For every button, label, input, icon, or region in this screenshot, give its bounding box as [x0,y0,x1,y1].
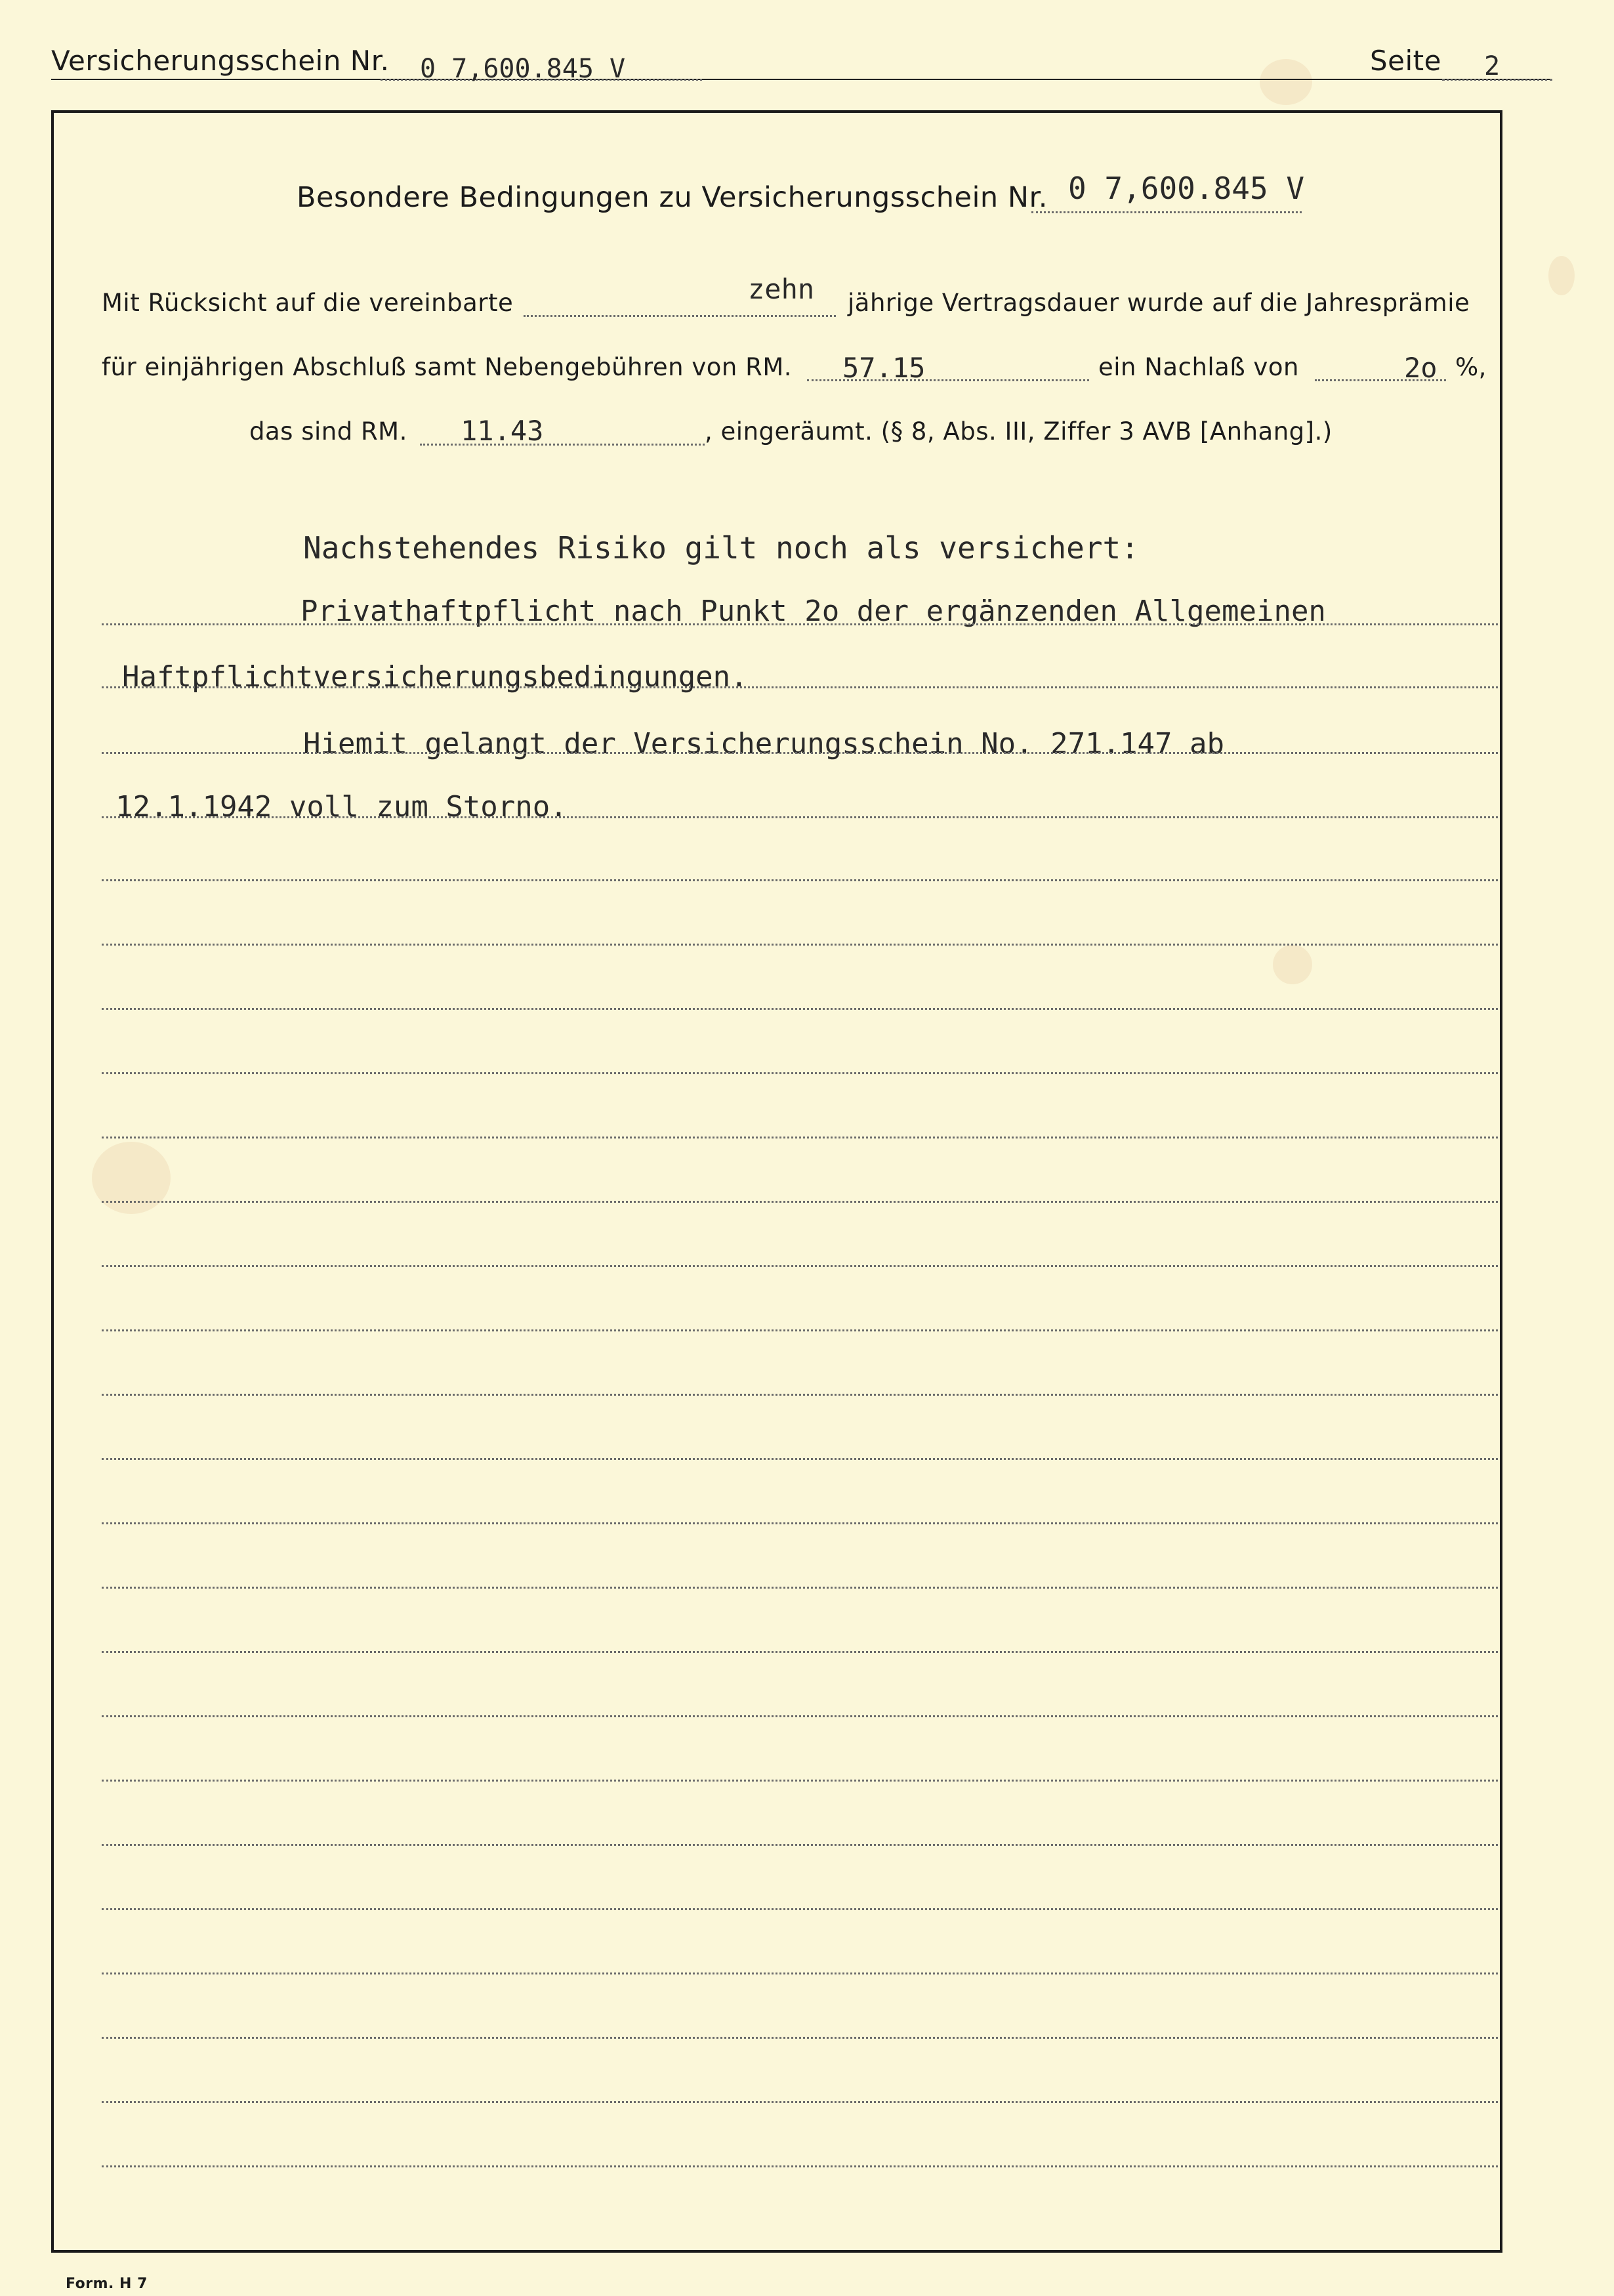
ruled-line [102,1972,1498,1974]
ruled-line [102,879,1498,881]
discount-percent: 2o [1404,352,1438,384]
typed-line-2: Privathaftpflicht nach Punkt 2o der ergänzenden Allgemeinen [300,595,1326,628]
ruled-line [102,2037,1498,2039]
ruled-line [102,1715,1498,1717]
ruled-line [102,816,1498,818]
contract-term-value: zehn [748,273,815,305]
form-identifier: Form. H 7 [66,2276,148,2292]
typed-line-1: Nachstehendes Risiko gilt noch als versichert: [303,530,1139,566]
ruled-line [102,1908,1498,1910]
ruled-line [102,752,1498,754]
ruled-line [102,686,1498,688]
clause-line-2-text-2: ein Nachlaß von [1098,353,1299,381]
ruled-line [102,1072,1498,1074]
ruled-line [102,1780,1498,1782]
percent-sign: %, [1455,353,1487,381]
ruled-line [102,944,1498,946]
ruled-line [102,1265,1498,1267]
special-conditions-heading: Besondere Bedingungen zu Versicherungsschein Nr. [297,181,1048,214]
clause-line-1-text: Mit Rücksicht auf die vereinbarte [102,289,514,317]
term-dots [524,315,836,317]
premium-amount: 57.15 [842,352,926,384]
discount-amount: 11.43 [461,415,544,447]
ruled-line [102,1008,1498,1010]
ruled-line [102,1651,1498,1653]
typed-line-3: Haftpflichtversicherungsbedingungen. [122,660,748,694]
ruled-line [102,1137,1498,1138]
clause-line-3-text-2: , eingeräumt. (§ 8, Abs. III, Ziffer 3 AVB [Anhang].) [705,417,1333,446]
page-number-value: 2 [1484,51,1500,81]
page-label: Seite [1370,45,1441,77]
policy-number-value: 0 7,600.845 V [420,54,626,84]
paper-stain [1260,59,1312,105]
ruled-line [102,1522,1498,1524]
ruled-line [102,1458,1498,1460]
ruled-line [102,2165,1498,2167]
typed-line-4: Hiemit gelangt der Versicherungsschein No. 271.147 ab [303,727,1224,761]
paper-stain [1548,256,1575,295]
heading-policy-number: 0 7,600.845 V [1068,171,1305,206]
ruled-line [102,1587,1498,1589]
clause-line-3-text: das sind RM. [249,417,407,446]
header-rule [51,79,1551,80]
clause-line-1-text-2: jährige Vertragsdauer wurde auf die Jahresprämie [848,289,1470,317]
ruled-line [102,1394,1498,1396]
ruled-line [102,2101,1498,2103]
typed-line-5: 12.1.1942 voll zum Storno. [115,790,568,824]
clause-line-2-text: für einjährigen Abschluß samt Nebengebühren von RM. [102,353,793,381]
policy-number-label: Versicherungsschein Nr. [51,45,390,77]
heading-number-dots [1031,211,1302,213]
ruled-line [102,1201,1498,1203]
ruled-line [102,1329,1498,1331]
ruled-line [102,623,1498,625]
ruled-line [102,1844,1498,1846]
